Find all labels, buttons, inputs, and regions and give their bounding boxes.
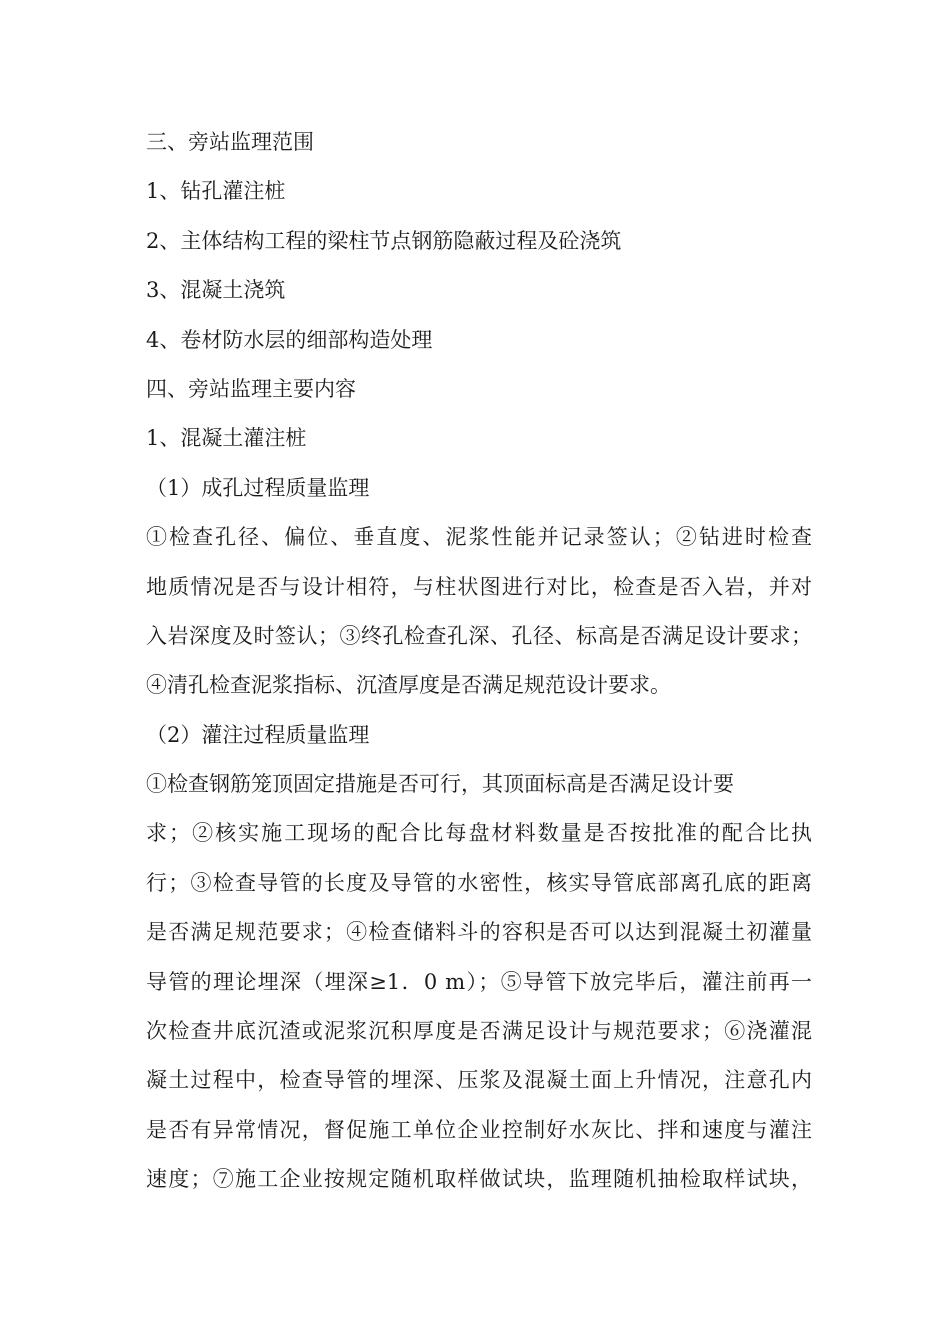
paragraph-line: 是否满足规范要求；④检查储料斗的容积是否可以达到混凝土初灌量 <box>146 920 812 945</box>
paragraph-line: 是否有异常情况，督促施工单位企业控制好水灰比、拌和速度与灌注 <box>146 1117 812 1142</box>
scope-item-4: 4、卷材防水层的细部构造处理 <box>146 327 433 352</box>
scope-item-1: 1、钻孔灌注桩 <box>146 179 286 204</box>
paragraph-line: 行；③检查导管的长度及导管的水密性，核实导管底部离孔底的距离 <box>146 870 812 895</box>
scope-item-2: 2、主体结构工程的梁柱节点钢筋隐蔽过程及砼浇筑 <box>146 228 622 253</box>
section-heading-content: 四、旁站监理主要内容 <box>146 376 356 401</box>
scope-item-3: 3、混凝土浇筑 <box>146 278 286 303</box>
paragraph-line: ④清孔检查泥浆指标、沉渣厚度是否满足规范设计要求。 <box>146 673 671 698</box>
paragraph-line: 次检查井底沉渣或泥浆沉积厚度是否满足设计与规范要求；⑥浇灌混 <box>146 1019 812 1044</box>
content-subheading-1: 1、混凝土灌注桩 <box>146 426 307 451</box>
paragraph-line: 速度；⑦施工企业按规定随机取样做试块，监理随机抽检取样试块， <box>146 1167 812 1192</box>
document-body <box>146 118 812 1205</box>
content-subheading-1-2: （2）灌注过程质量监理 <box>146 722 370 747</box>
paragraph-line: 地质情况是否与设计相符，与柱状图进行对比，检查是否入岩，并对 <box>146 574 812 599</box>
paragraph-line: ①检查钢筋笼顶固定措施是否可行，其顶面标高是否满足设计要 <box>146 772 734 797</box>
paragraph-line: 凝土过程中，检查导管的埋深、压浆及混凝土面上升情况，注意孔内 <box>146 1068 812 1093</box>
content-subheading-1-1: （1）成孔过程质量监理 <box>146 475 370 500</box>
paragraph-line: 导管的理论埋深（埋深≥1．0 m）；⑤导管下放完毕后，灌注前再一 <box>146 969 812 994</box>
paragraph-line: ①检查孔径、偏位、垂直度、泥浆性能并记录签认；②钻进时检查 <box>146 525 812 550</box>
section-heading-scope: 三、旁站监理范围 <box>146 130 314 154</box>
paragraph-line: 入岩深度及时签认；③终孔检查孔深、孔径、标高是否满足设计要求； <box>146 623 812 648</box>
paragraph-line: 求；②核实施工现场的配合比每盘材料数量是否按批准的配合比执 <box>146 821 812 846</box>
